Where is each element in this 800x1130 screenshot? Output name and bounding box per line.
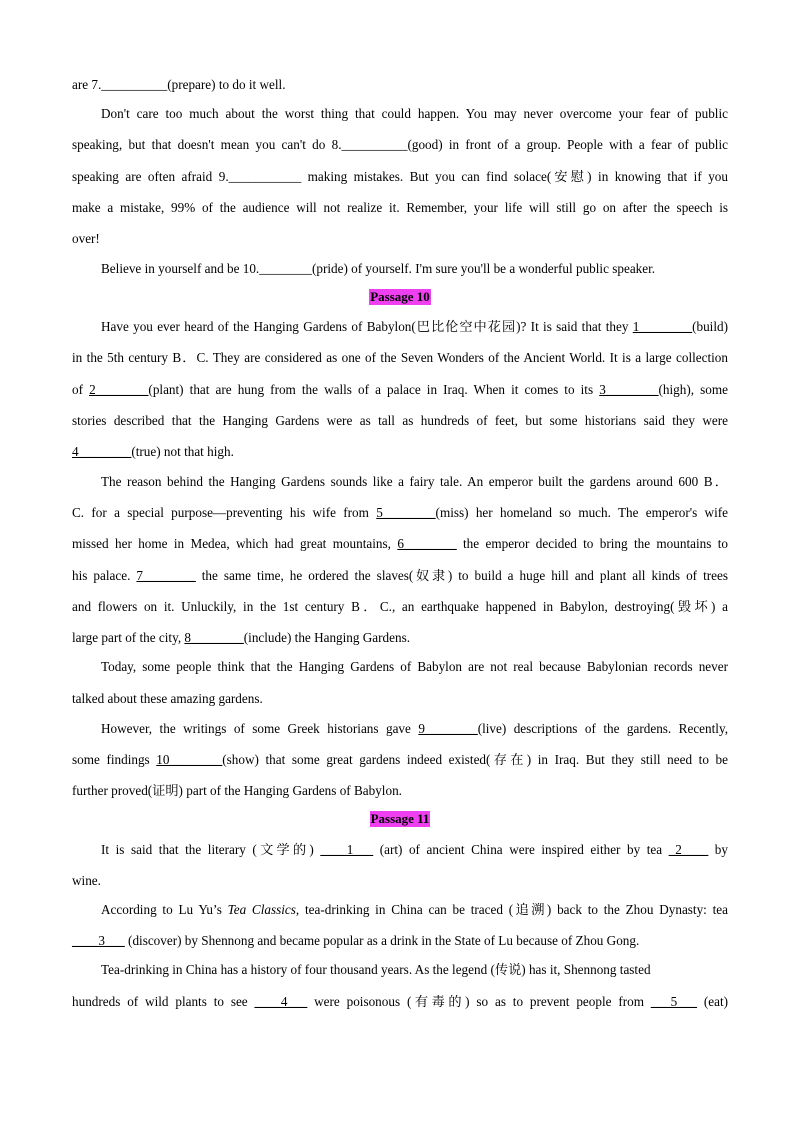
blank-4: 4________ xyxy=(72,444,132,459)
blank-10: 10________ xyxy=(156,752,223,767)
passage-11-heading: Passage 11 xyxy=(370,811,430,826)
blank-p11-3: ____3___ xyxy=(72,933,125,948)
text-line: large part of the city, 8________(include) the Hanging Gardens. xyxy=(72,630,411,645)
text-line: Today, some people think that the Hanging Gardens of Babylon are not real because Babylonian records never xyxy=(101,659,728,674)
text-line: missed her home in Medea, which had great mountains, 6________ the emperor decided to bring the mountains to xyxy=(72,536,728,551)
text-line: hundreds of wild plants to see ____4___ were poisonous (有毒的) so as to prevent people from ___5___ (eat) xyxy=(72,994,728,1009)
blank-p11-5: ___5___ xyxy=(650,994,697,1009)
text-line: speaking, but that doesn't mean you can't do 8.__________(good) in front of a group. People with a fear of public xyxy=(72,137,728,152)
blank-7: 7________ xyxy=(136,568,196,583)
text-line: ____3___ (discover) by Shennong and became popular as a drink in the State of Lu because of Zhou Gong. xyxy=(72,933,640,948)
text-line: Have you ever heard of the Hanging Gardens of Babylon(巴比伦空中花园)? It is said that they 1________(build) xyxy=(101,319,728,334)
blank-p11-4: ____4___ xyxy=(254,994,308,1009)
text-line: and flowers on it. Unluckily, in the 1st century B．C., an earthquake happened in Babylon, destroying(毁坏) a xyxy=(72,599,728,614)
text-line: The reason behind the Hanging Gardens sounds like a fairy tale. An emperor built the gardens around 600 B． xyxy=(101,474,728,489)
text-line: in the 5th century B．C. They are considered as one of the Seven Wonders of the Ancient World. It is a large collection xyxy=(72,350,728,365)
text-line: wine. xyxy=(72,873,101,888)
text-line: his palace. 7________ the same time, he ordered the slaves(奴隶) to build a huge hill and plant all kinds of trees xyxy=(72,568,728,583)
text-line: speaking are often afraid 9.___________ making mistakes. But you can find solace(安慰) in knowing that if you xyxy=(72,169,728,184)
text-line: Tea-drinking in China has a history of four thousand years. As the legend (传说) has it, Shennong tasted xyxy=(101,962,651,977)
blank-2: 2________ xyxy=(89,382,149,397)
blank-5: 5________ xyxy=(376,505,436,520)
blank-p11-1: ____1___ xyxy=(320,842,374,857)
text-line: some findings 10________(show) that some great gardens indeed existed(存在) in Iraq. But they still need to be xyxy=(72,752,728,767)
blank-9: 9________ xyxy=(418,721,478,736)
blank-8: 8________ xyxy=(184,630,244,645)
text-line: However, the writings of some Greek historians gave 9________(live) descriptions of the gardens. Recently, xyxy=(101,721,728,736)
blank-1: 1________ xyxy=(632,319,693,334)
text-line: 4________(true) not that high. xyxy=(72,444,234,459)
text-line: further proved(证明) part of the Hanging Gardens of Babylon. xyxy=(72,783,402,798)
blank-3: 3________ xyxy=(599,382,659,397)
text-line: are 7.__________(prepare) to do it well. xyxy=(72,77,286,92)
text-line: of 2________(plant) that are hung from the walls of a palace in Iraq. When it comes to its 3________(high), some xyxy=(72,382,728,397)
text-line: over! xyxy=(72,231,100,246)
text-line: Believe in yourself and be 10.________(pride) of yourself. I'm sure you'll be a wonderful public speaker. xyxy=(101,261,656,276)
book-title: Tea Classics xyxy=(227,902,296,917)
text-line: Don't care too much about the worst thing that could happen. You may never overcome your fear of public xyxy=(101,106,728,121)
text-line: stories described that the Hanging Gardens were as tall as hundreds of feet, but some historians said they were xyxy=(72,413,728,428)
blank-6: 6________ xyxy=(397,536,457,551)
blank-p11-2: _2____ xyxy=(668,842,709,857)
text-line: talked about these amazing gardens. xyxy=(72,691,263,706)
text-line: make a mistake, 99% of the audience will not realize it. Remember, your life will still go on after the speech is xyxy=(72,200,728,215)
text-line: It is said that the literary (文学的) ____1___ (art) of ancient China were inspired either by tea _2____ by xyxy=(101,842,728,857)
text-line: C. for a special purpose—preventing his wife from 5________(miss) her homeland so much. The emperor's wife xyxy=(72,505,728,520)
passage-10-heading: Passage 10 xyxy=(370,289,430,304)
text-line: According to Lu Yu’s Tea Classics, tea-drinking in China can be traced (追溯) back to the Zhou Dynasty: tea xyxy=(101,902,728,917)
